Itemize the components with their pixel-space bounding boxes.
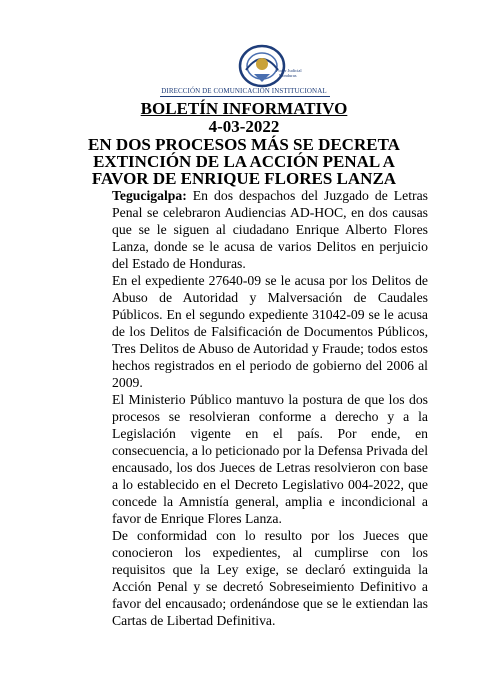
department-name: DIRECCIÓN DE COMUNICACIÓN INSTITUCIONAL [161, 87, 327, 95]
bulletin-date: 4-03-2022 [208, 117, 280, 136]
article-paragraph [112, 187, 428, 272]
dateline: Tegucigalpa: [112, 188, 187, 203]
headline [0, 136, 488, 187]
paragraph-text: En dos despachos del Juzgado de Letras Penal se celebraron Audiencias AD-HOC, en dos causas que se le siguen al ciudadano Enrique Alberto Flores Lanza, donde se le acusa de varios Delitos en perjuicio del Estado de Honduras. [112, 188, 428, 271]
headline-line: FAVOR DE ENRIQUE FLORES LANZA [91, 169, 397, 188]
article-paragraph: El Ministerio Público mantuvo la postura de que los dos procesos se resolvieran conforme a derecho y a la Legislación vigente en el país. Por ende, en consecuencia, a lo peticionado por la Defensa Privada del encausado, los dos Jueces de Letras resolvieron con base a lo establecido en el Decreto Legislativo 004-2022, que concede la Amnistía general, amplia e incondicional a favor de Enrique Flores Lanza. [112, 392, 428, 526]
logo-caption [276, 68, 302, 78]
headline-line: EXTINCIÓN DE LA ACCIÓN PENAL A [93, 152, 395, 171]
article-paragraph: En el expediente 27640-09 se le acusa por los Delitos de Abuso de Autoridad y Malversación de Caudales Públicos. En el segundo expediente 31042-09 se le acusa de los Delitos de Falsificación de Documentos Públicos, Tres Delitos de Abuso de Autoridad y Fraude; todos estos hechos registrados en el periodo de gobierno del 2006 al 2009. [112, 273, 428, 390]
headline-line: EN DOS PROCESOS MÁS SE DECRETA [88, 135, 400, 154]
bulletin-title: BOLETÍN INFORMATIVO [140, 99, 348, 118]
header-divider [160, 96, 330, 97]
article-paragraph: De conformidad con lo resulto por los Jueces que conocieron los expedientes, al cumplirse con los requisitos que la Ley exige, se declaró extinguida la Acción Penal y se decretó Sobreseimiento Definitivo a favor del encausado; ordenándose que se le extiendan las Cartas de Libertad Definitiva. [112, 528, 428, 628]
logo-line: Poder Judicial [276, 68, 302, 73]
seal-icon [232, 40, 302, 92]
logo-line: Honduras [279, 73, 297, 78]
article-body [112, 187, 428, 629]
